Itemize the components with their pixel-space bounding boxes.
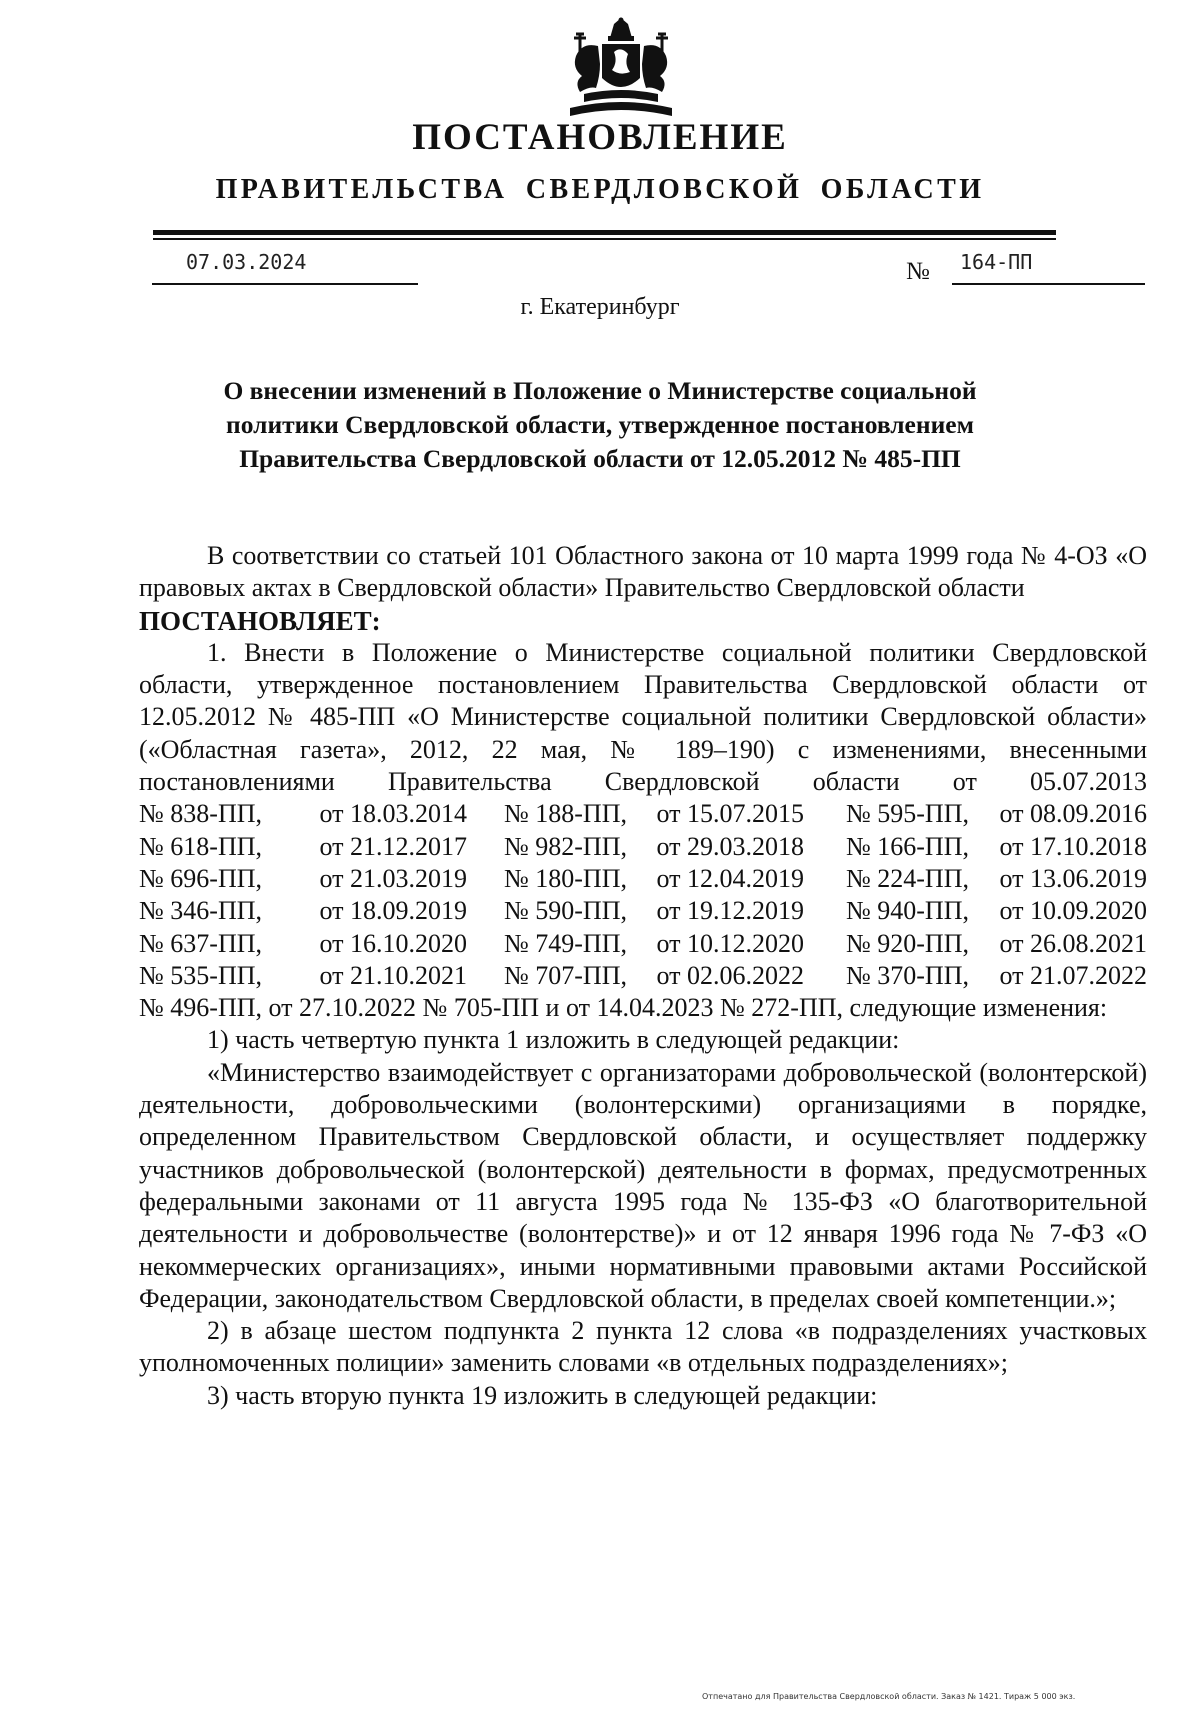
subitem-2: 2) в абзаце шестом подпункта 2 пункта 12 слова «в подразделениях участковых уполномоченных полиции» заменить словами «в отдельных подразделениях»; bbox=[139, 1316, 1147, 1378]
subitem-1: 1) часть четвертую пункта 1 изложить в следующей редакции: bbox=[207, 1025, 900, 1055]
amendment-number: № 696-ПП, bbox=[139, 863, 263, 893]
number-underline bbox=[952, 283, 1145, 285]
amendment-number: № 166-ПП, bbox=[845, 831, 969, 861]
document-heading bbox=[160, 374, 1040, 476]
amendment-date: от 08.09.2016 bbox=[999, 799, 1147, 829]
amendment-date: от 02.06.2022 bbox=[656, 960, 804, 990]
preamble-paragraph: В соответствии со статьей 101 Областного закона от 10 марта 1999 года № 4-ОЗ «О правовых актах в Свердловской области» Правительство Свердловской области bbox=[139, 541, 1147, 603]
amendment-number: № 180-ПП, bbox=[503, 863, 627, 893]
city: г. Екатеринбург bbox=[520, 294, 680, 320]
amendment-date: от 10.09.2020 bbox=[999, 896, 1147, 926]
amendment-date: от 21.10.2021 bbox=[319, 960, 467, 990]
amendment-number: № 982-ПП, bbox=[503, 831, 627, 861]
header-rule-thin bbox=[153, 238, 1056, 240]
amendment-number: № 637-ПП, bbox=[139, 928, 263, 958]
amendment-date: от 29.03.2018 bbox=[656, 831, 804, 861]
amendment-date: от 17.10.2018 bbox=[999, 831, 1147, 861]
amendment-date: от 15.07.2015 bbox=[656, 799, 804, 829]
amendment-number: № 707-ПП, bbox=[503, 960, 627, 990]
amendment-date: от 13.06.2019 bbox=[999, 863, 1147, 893]
heading-line: политики Свердловской области, утвержденное постановлением bbox=[226, 410, 974, 439]
document-date: 07.03.2024 bbox=[186, 250, 307, 274]
date-underline bbox=[152, 283, 418, 285]
amendment-date: от 12.04.2019 bbox=[656, 863, 804, 893]
subitem-1-quote: «Министерство взаимодействует с организаторами добровольческой (волонтерской) деятельности, добровольческими (волонтерскими) организациями в порядке, определенном Правительством Свердловской области, и осуществляет поддержку участников добровольческой (волонтерской) деятельности в формах, предусмотренных федеральными законами от 11 августа 1995 года № 135-ФЗ «О благотворительной деятельности и добровольчестве (волонтерстве)» и от 12 января 1996 года № 7-ФЗ «О некоммерческих организациях», иными нормативными правовыми актами Российской Федерации, законодательством Свердловской области, в пределах своей компетенции.»; bbox=[139, 1057, 1147, 1313]
amendment-number: № 346-ПП, bbox=[139, 896, 263, 926]
amendment-date: от 18.09.2019 bbox=[319, 896, 467, 926]
number-sign: № bbox=[906, 258, 930, 285]
amendment-date: от 18.03.2014 bbox=[319, 799, 467, 829]
amendment-date: от 16.10.2020 bbox=[319, 928, 467, 958]
document-body bbox=[139, 540, 1147, 1412]
amendment-number: № 370-ПП, bbox=[845, 960, 969, 990]
amendment-number: № 590-ПП, bbox=[503, 896, 627, 926]
document-title: ПОСТАНОВЛЕНИЕ bbox=[412, 117, 788, 158]
amendment-number: № 535-ПП, bbox=[139, 960, 263, 990]
heading-line: О внесении изменений в Положение о Министерстве социальной bbox=[223, 376, 977, 405]
amendments-table bbox=[139, 798, 1147, 992]
item-1-paragraph: 1. Внести в Положение о Министерстве социальной политики Свердловской области, утвержденное постановлением Правительства Свердловской области от 12.05.2012 № 485-ПП «О Министерстве социальной политики Свердловской области» («Областная газета», 2012, 22 мая, № 189–190) с изменениями, внесенными постановлениями Правительства Свердловской области от 05.07.2013 bbox=[139, 637, 1147, 797]
amendment-number: № 224-ПП, bbox=[845, 863, 969, 893]
heading-line: Правительства Свердловской области от 12.05.2012 № 485-ПП bbox=[239, 444, 961, 473]
amendment-date: от 19.12.2019 bbox=[656, 896, 804, 926]
amendment-number: № 749-ПП, bbox=[503, 928, 627, 958]
header-rule-thick bbox=[153, 230, 1056, 235]
amendment-number: № 188-ПП, bbox=[503, 799, 627, 829]
amendment-number: № 838-ПП, bbox=[139, 799, 263, 829]
item-1-tail: № 496-ПП, от 27.10.2022 № 705-ПП и от 14.04.2023 № 272-ПП, следующие изменения: bbox=[139, 993, 1108, 1023]
amendment-number: № 940-ПП, bbox=[845, 896, 969, 926]
amendment-number: № 920-ПП, bbox=[845, 928, 969, 958]
amendment-date: от 21.03.2019 bbox=[319, 863, 467, 893]
document-number: 164-ПП bbox=[960, 250, 1033, 274]
amendment-number: № 595-ПП, bbox=[845, 799, 969, 829]
print-imprint: Отпечатано для Правительства Свердловской области. Заказ № 1421. Тираж 5 000 экз. bbox=[702, 1692, 1076, 1701]
amendment-date: от 26.08.2021 bbox=[999, 928, 1147, 958]
coat-of-arms-emblem bbox=[560, 16, 682, 126]
issuing-authority: ПРАВИТЕЛЬСТВА СВЕРДЛОВСКОЙ ОБЛАСТИ bbox=[215, 174, 985, 205]
amendment-date: от 10.12.2020 bbox=[656, 928, 804, 958]
amendment-date: от 21.07.2022 bbox=[999, 960, 1147, 990]
subitem-3: 3) часть вторую пункта 19 изложить в следующей редакции: bbox=[207, 1380, 878, 1410]
resolves-heading: ПОСТАНОВЛЯЕТ: bbox=[139, 605, 381, 636]
amendment-number: № 618-ПП, bbox=[139, 831, 263, 861]
amendment-date: от 21.12.2017 bbox=[319, 831, 467, 861]
